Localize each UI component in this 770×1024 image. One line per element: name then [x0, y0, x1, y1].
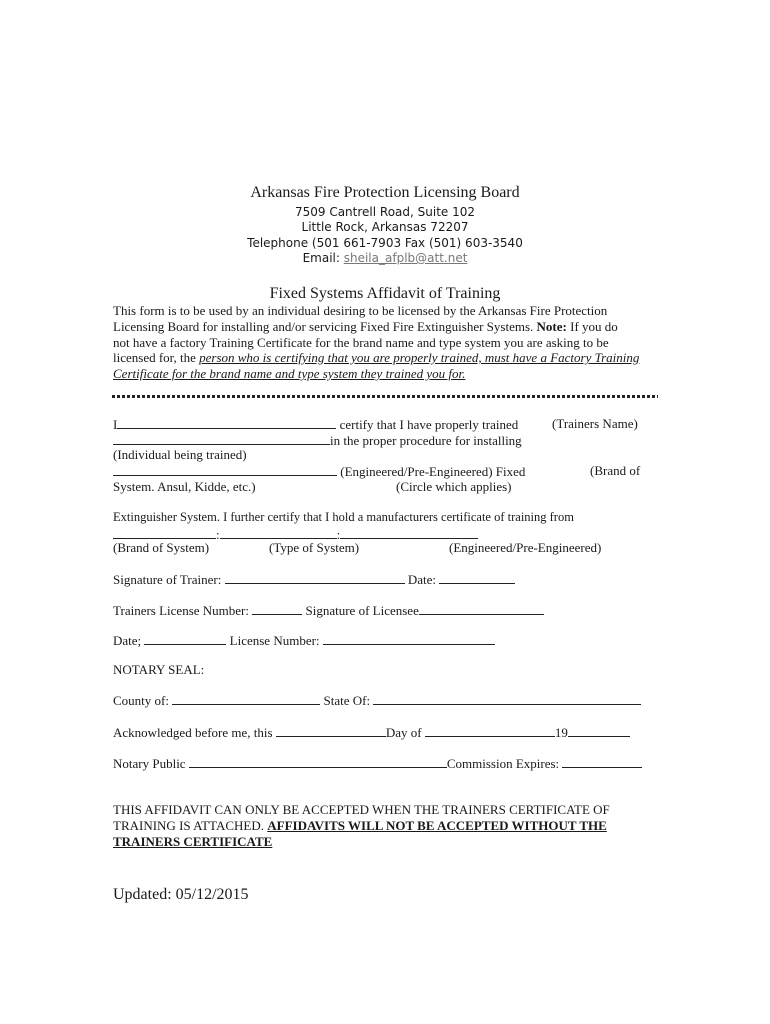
date-license-row	[113, 632, 495, 649]
footer-warning: AFFIDAVITS WILL NOT BE ACCEPTED WITHOUT THE	[267, 818, 607, 833]
address-line-2: Little Rock, Arkansas 72207	[301, 220, 469, 234]
intro-line-2-end: If you do	[566, 319, 618, 334]
signature-licensee-field[interactable]	[419, 602, 544, 615]
certify-text: certify that I have properly trained	[339, 417, 519, 432]
date2-field[interactable]	[144, 632, 226, 645]
footer-line-1: THIS AFFIDAVIT CAN ONLY BE ACCEPTED WHEN THE TRAINERS CERTIFICATE OF	[113, 802, 610, 817]
footer-line-2	[113, 818, 607, 834]
updated-date: Updated: 05/12/2015	[113, 886, 249, 903]
intro-line-2	[113, 319, 618, 335]
county-field[interactable]	[172, 692, 320, 705]
engineered-field[interactable]	[340, 526, 478, 539]
notary-public-field[interactable]	[189, 755, 447, 768]
footer-line-2-text: TRAINING IS ATTACHED.	[113, 818, 268, 833]
org-name: Arkansas Fire Protection Licensing Board	[250, 184, 520, 201]
individual-caption: (Individual being trained)	[113, 447, 247, 462]
type-of-system-field[interactable]	[220, 526, 337, 539]
intro-emphasis: person who is certifying that you are properly trained, must have a Factory Training	[199, 350, 640, 365]
notary-public-label: Notary Public	[113, 756, 186, 771]
county-state-row	[113, 692, 641, 709]
trainers-license-label: Trainers License Number:	[113, 603, 249, 618]
county-label: County of:	[113, 693, 169, 708]
intro-emphasis-end: Certificate for the brand name and type system they trained you for.	[113, 366, 466, 381]
year-label: 19	[554, 725, 568, 740]
eng-pre-caption: (Engineered/Pre-Engineered)	[449, 540, 602, 555]
footer-warning-end: TRAINERS CERTIFICATE	[113, 834, 273, 849]
day-of-label: Day of	[385, 725, 422, 740]
acknowledged-field[interactable]	[276, 724, 386, 737]
signature-licensee-label: Signature of Licensee	[305, 603, 419, 618]
notary-public-row	[113, 755, 642, 772]
colon-1: :	[216, 527, 220, 542]
brand-field[interactable]	[113, 463, 337, 476]
brand-system-caption: (Brand of System)	[113, 540, 210, 555]
acknowledged-label: Acknowledged before me, this	[113, 725, 273, 740]
date2-label: Date;	[113, 633, 142, 648]
trainers-license-row	[113, 602, 544, 619]
intro-line-1: This form is to be used by an individual desiring to be licensed by the Arkansas Fire Protection	[113, 303, 608, 318]
trainers-license-field[interactable]	[252, 602, 302, 615]
type-system-caption: (Type of System)	[269, 540, 360, 555]
signature-trainer-field[interactable]	[225, 571, 405, 584]
commission-field[interactable]	[562, 755, 642, 768]
eng-fixed-text: (Engineered/Pre-Engineered) Fixed	[340, 464, 526, 479]
intro-line-5	[113, 366, 465, 382]
date-field[interactable]	[439, 571, 515, 584]
footer-line-3	[113, 834, 272, 850]
signature-trainer-label: Signature of Trainer:	[113, 572, 222, 587]
state-label: State Of:	[323, 693, 371, 708]
intro-line-4	[113, 350, 639, 366]
intro-line-3: not have a factory Training Certificate for the brand name and type system you are asking to be	[113, 335, 609, 350]
trainer-name-field[interactable]	[117, 416, 336, 429]
dotted-separator	[112, 395, 658, 398]
state-field[interactable]	[373, 692, 641, 705]
trainers-name-caption: (Trainers Name)	[552, 416, 638, 431]
commission-label: Commission Expires:	[446, 756, 560, 771]
circle-caption: (Circle which applies)	[396, 479, 512, 494]
day-of-field[interactable]	[425, 724, 555, 737]
email-line	[0, 251, 770, 265]
phone-fax-line: Telephone (501 661-7903 Fax (501) 603-3540	[247, 236, 523, 250]
extinguisher-text: Extinguisher System. I further certify that I hold a manufacturers certificate of training from	[113, 510, 574, 524]
year-field[interactable]	[568, 724, 630, 737]
date-label: Date:	[407, 572, 436, 587]
brand-of-caption: (Brand of	[590, 463, 641, 478]
license-number-field[interactable]	[323, 632, 495, 645]
colon-2: :	[336, 527, 341, 542]
system-examples: System. Ansul, Kidde, etc.)	[113, 479, 256, 494]
individual-name-field[interactable]	[113, 432, 330, 445]
note-label: Note:	[536, 319, 567, 334]
cert-line-1	[113, 416, 518, 433]
email-label: Email:	[302, 251, 344, 265]
intro-line-4-text: licensed for, the	[113, 350, 200, 365]
proper-procedure-text: in the proper procedure for installing	[330, 433, 522, 448]
email-link[interactable]: sheila_afplb@att.net	[343, 251, 468, 265]
license-number-label: License Number:	[229, 633, 320, 648]
brand-of-system-field[interactable]	[113, 526, 216, 539]
i-label: I	[113, 417, 118, 432]
notary-seal-label: NOTARY SEAL:	[113, 662, 205, 677]
form-title: Fixed Systems Affidavit of Training	[269, 285, 501, 302]
acknowledged-row	[113, 724, 630, 741]
cert-line-3	[113, 463, 525, 480]
address-line-1: 7509 Cantrell Road, Suite 102	[294, 205, 476, 219]
intro-line-2-text: Licensing Board for installing and/or servicing Fixed Fire Extinguisher Systems.	[113, 319, 537, 334]
signature-trainer-row	[113, 571, 515, 588]
